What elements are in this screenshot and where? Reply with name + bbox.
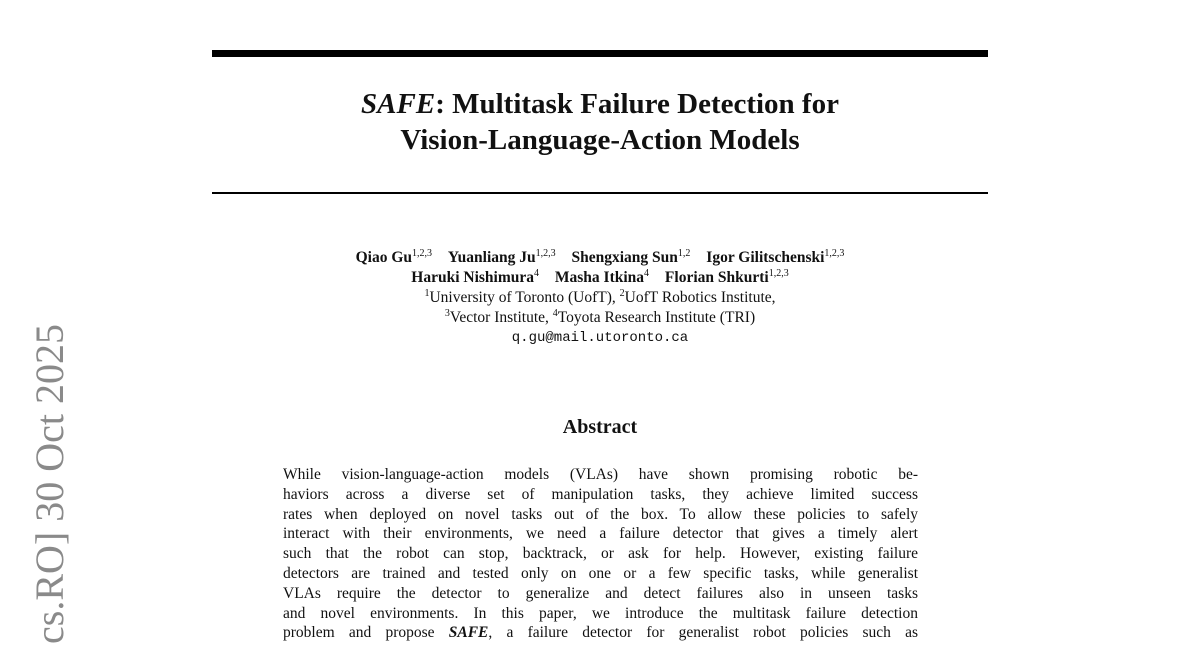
paper-title [212, 86, 988, 158]
author-name: Florian Shkurti [664, 269, 769, 286]
affiliation-sup: 3 [444, 308, 450, 319]
abstract-line: While vision-language-action models (VLAs) have shown promising robotic be- [283, 466, 918, 483]
affiliation-sup: 2 [619, 288, 625, 299]
author-affil-sup: 1,2,3 [535, 248, 556, 259]
affiliation-text: Toyota Research Institute (TRI) [557, 309, 756, 326]
abstract-text: , a failure detector for generalist robot policies such as [488, 624, 918, 642]
title-method-name: SAFE [361, 88, 436, 120]
author [706, 249, 844, 266]
author-line-1 [212, 248, 988, 268]
author-affil-sup: 1,2 [677, 248, 691, 259]
abstract-heading: Abstract [562, 416, 638, 438]
contact-email[interactable]: q.gu@mail.utoronto.ca [511, 330, 689, 346]
title-bottom-rule [212, 192, 988, 194]
author [411, 269, 539, 286]
abstract-text: problem and propose [283, 624, 449, 642]
title-line-2: Vision-Language-Action Models [400, 124, 800, 156]
abstract-line: detectors are trained and tested only on one or a few specific tasks, while generalist [283, 564, 918, 582]
author-block [212, 248, 988, 348]
affiliation-line-2 [212, 308, 988, 328]
abstract-line: haviors across a diverse set of manipulation tasks, they achieve limited success [283, 485, 918, 503]
abstract-line: and novel environments. In this paper, we introduce the multitask failure detection [283, 604, 918, 622]
author-name: Shengxiang Sun [571, 249, 678, 266]
author [665, 269, 789, 286]
abstract-line: VLAs require the detector to generalize and detect failures also in unseen tasks [283, 584, 918, 602]
abstract-line-partial [283, 623, 918, 643]
affiliation-text: University of Toronto (UofT), [429, 289, 620, 306]
title-top-rule [212, 50, 988, 57]
abstract-method-name: SAFE [448, 624, 489, 642]
author-name: Masha Itkina [554, 269, 645, 286]
affiliation-sup: 4 [552, 308, 558, 319]
title-line-1 [212, 86, 988, 122]
author-line-2 [212, 268, 988, 288]
abstract-body [283, 465, 918, 643]
author-affil-sup: 1,2,3 [824, 248, 845, 259]
author-name: Igor Gilitschenski [706, 249, 825, 266]
abstract-line: rates when deployed on novel tasks out of the box. To allow these policies to safely [283, 505, 918, 523]
author [555, 269, 649, 286]
author-affil-sup: 4 [534, 268, 540, 279]
affiliation-text: UofT Robotics Institute, [624, 289, 776, 306]
author-name: Haruki Nishimura [411, 269, 535, 286]
title-line-1-rest: : Multitask Failure Detection for [435, 88, 839, 120]
author [572, 249, 691, 266]
author-affil-sup: 1,2,3 [412, 248, 432, 259]
author-name: Qiao Gu [355, 249, 412, 266]
affiliation-line-1 [212, 288, 988, 308]
author [448, 249, 556, 266]
author [356, 249, 432, 266]
author-affil-sup: 1,2,3 [768, 268, 789, 279]
abstract-line: such that the robot can stop, backtrack, or ask for help. However, existing failure [283, 545, 918, 563]
affiliation-text: Vector Institute, [449, 309, 553, 326]
author-name: Yuanliang Ju [447, 249, 536, 266]
author-affil-sup: 4 [644, 268, 650, 279]
abstract-line: interact with their environments, we need a failure detector that gives a timely alert [283, 525, 918, 543]
arxiv-side-stamp: cs.RO] 30 Oct 2025 [27, 324, 72, 644]
affiliation-sup: 1 [424, 288, 430, 299]
